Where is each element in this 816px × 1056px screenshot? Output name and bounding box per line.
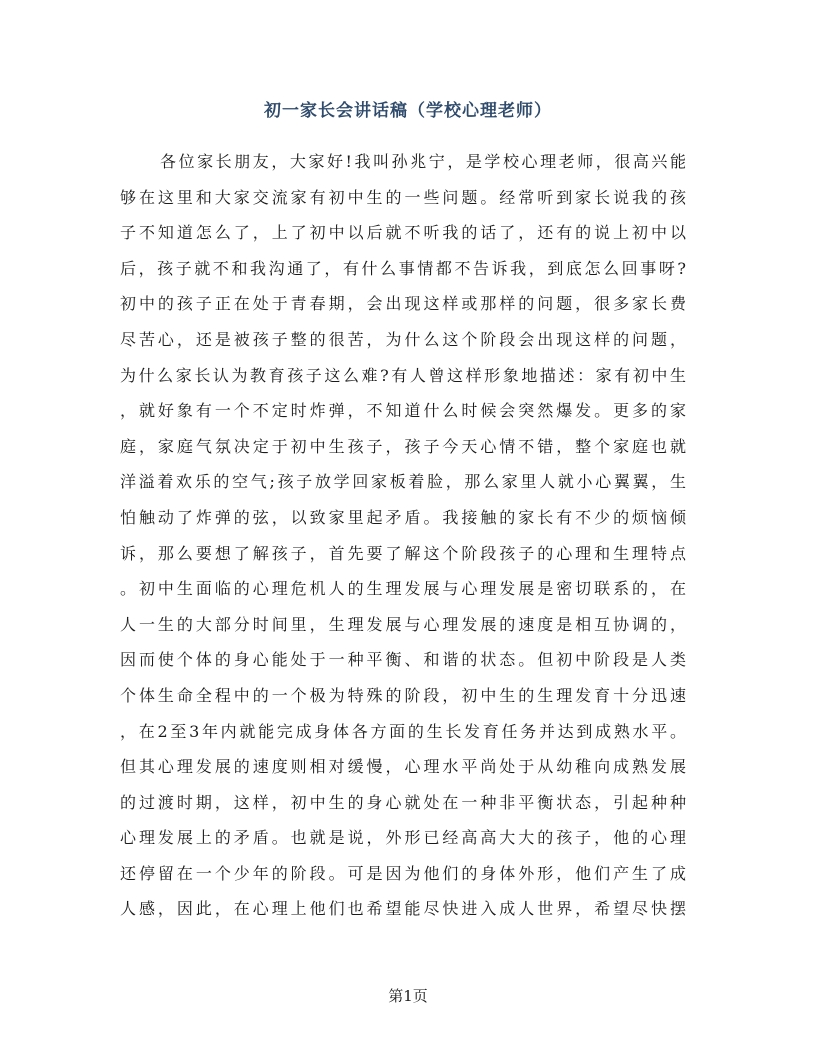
body-line: 后，孩子就不和我沟通了，有什么事情都不告诉我，到底怎么回事呀? <box>120 258 686 278</box>
body-line: 人一生的大部分时间里，生理发展与心理发展的速度是相互协调的， <box>120 614 686 634</box>
body-line: 洋溢着欢乐的空气;孩子放学回家板着脸，那么家里人就小心翼翼，生 <box>120 472 686 492</box>
body-line: 尽苦心，还是被孩子整的很苦，为什么这个阶段会出现这样的问题， <box>120 329 686 349</box>
body-line: 的过渡时期，这样，初中生的身心就处在一种非平衡状态，引起种种 <box>120 792 686 812</box>
body-line: 个体生命全程中的一个极为特殊的阶段，初中生的生理发育十分迅速 <box>120 685 686 705</box>
body-line: 怕触动了炸弹的弦，以致家里起矛盾。我接触的家长有不少的烦恼倾 <box>120 507 686 527</box>
body-line: 还停留在一个少年的阶段。可是因为他们的身体外形，他们产生了成 <box>120 863 686 883</box>
page-number: 第1页 <box>388 987 428 1005</box>
body-line: 子不知道怎么了，上了初中以后就不听我的话了，还有的说上初中以 <box>120 223 686 243</box>
document-body <box>120 144 686 927</box>
body-line: ，就好象有一个不定时炸弹，不知道什么时候会突然爆发。更多的家 <box>120 401 686 421</box>
body-line: 各位家长朋友，大家好!我叫孙兆宁，是学校心理老师，很高兴能 <box>160 152 686 171</box>
body-line: 。初中生面临的心理危机人的生理发展与心理发展是密切联系的，在 <box>120 579 686 599</box>
body-line: 为什么家长认为教育孩子这么难?有人曾这样形象地描述：家有初中生 <box>120 365 686 385</box>
body-line: 因而使个体的身心能处于一种平衡、和谐的状态。但初中阶段是人类 <box>120 650 686 670</box>
body-line: 人感，因此，在心理上他们也希望能尽快进入成人世界，希望尽快摆 <box>120 899 686 919</box>
body-line: 但其心理发展的速度则相对缓慢，心理水平尚处于从幼稚向成熟发展 <box>120 757 686 777</box>
body-line: 庭，家庭气氛决定于初中生孩子，孩子今天心情不错，整个家庭也就 <box>120 436 686 456</box>
body-line: 够在这里和大家交流家有初中生的一些问题。经常听到家长说我的孩 <box>120 187 686 207</box>
body-line: ，在2至3年内就能完成身体各方面的生长发育任务并达到成熟水平。 <box>120 721 686 741</box>
body-line: 诉，那么要想了解孩子，首先要了解这个阶段孩子的心理和生理特点 <box>120 543 686 563</box>
body-line: 心理发展上的矛盾。也就是说，外形已经高高大大的孩子，他的心理 <box>120 828 686 848</box>
document-title: 初一家长会讲话稿（学校心理老师） <box>264 101 552 121</box>
body-line: 初中的孩子正在处于青春期，会出现这样或那样的问题，很多家长费 <box>120 294 686 314</box>
